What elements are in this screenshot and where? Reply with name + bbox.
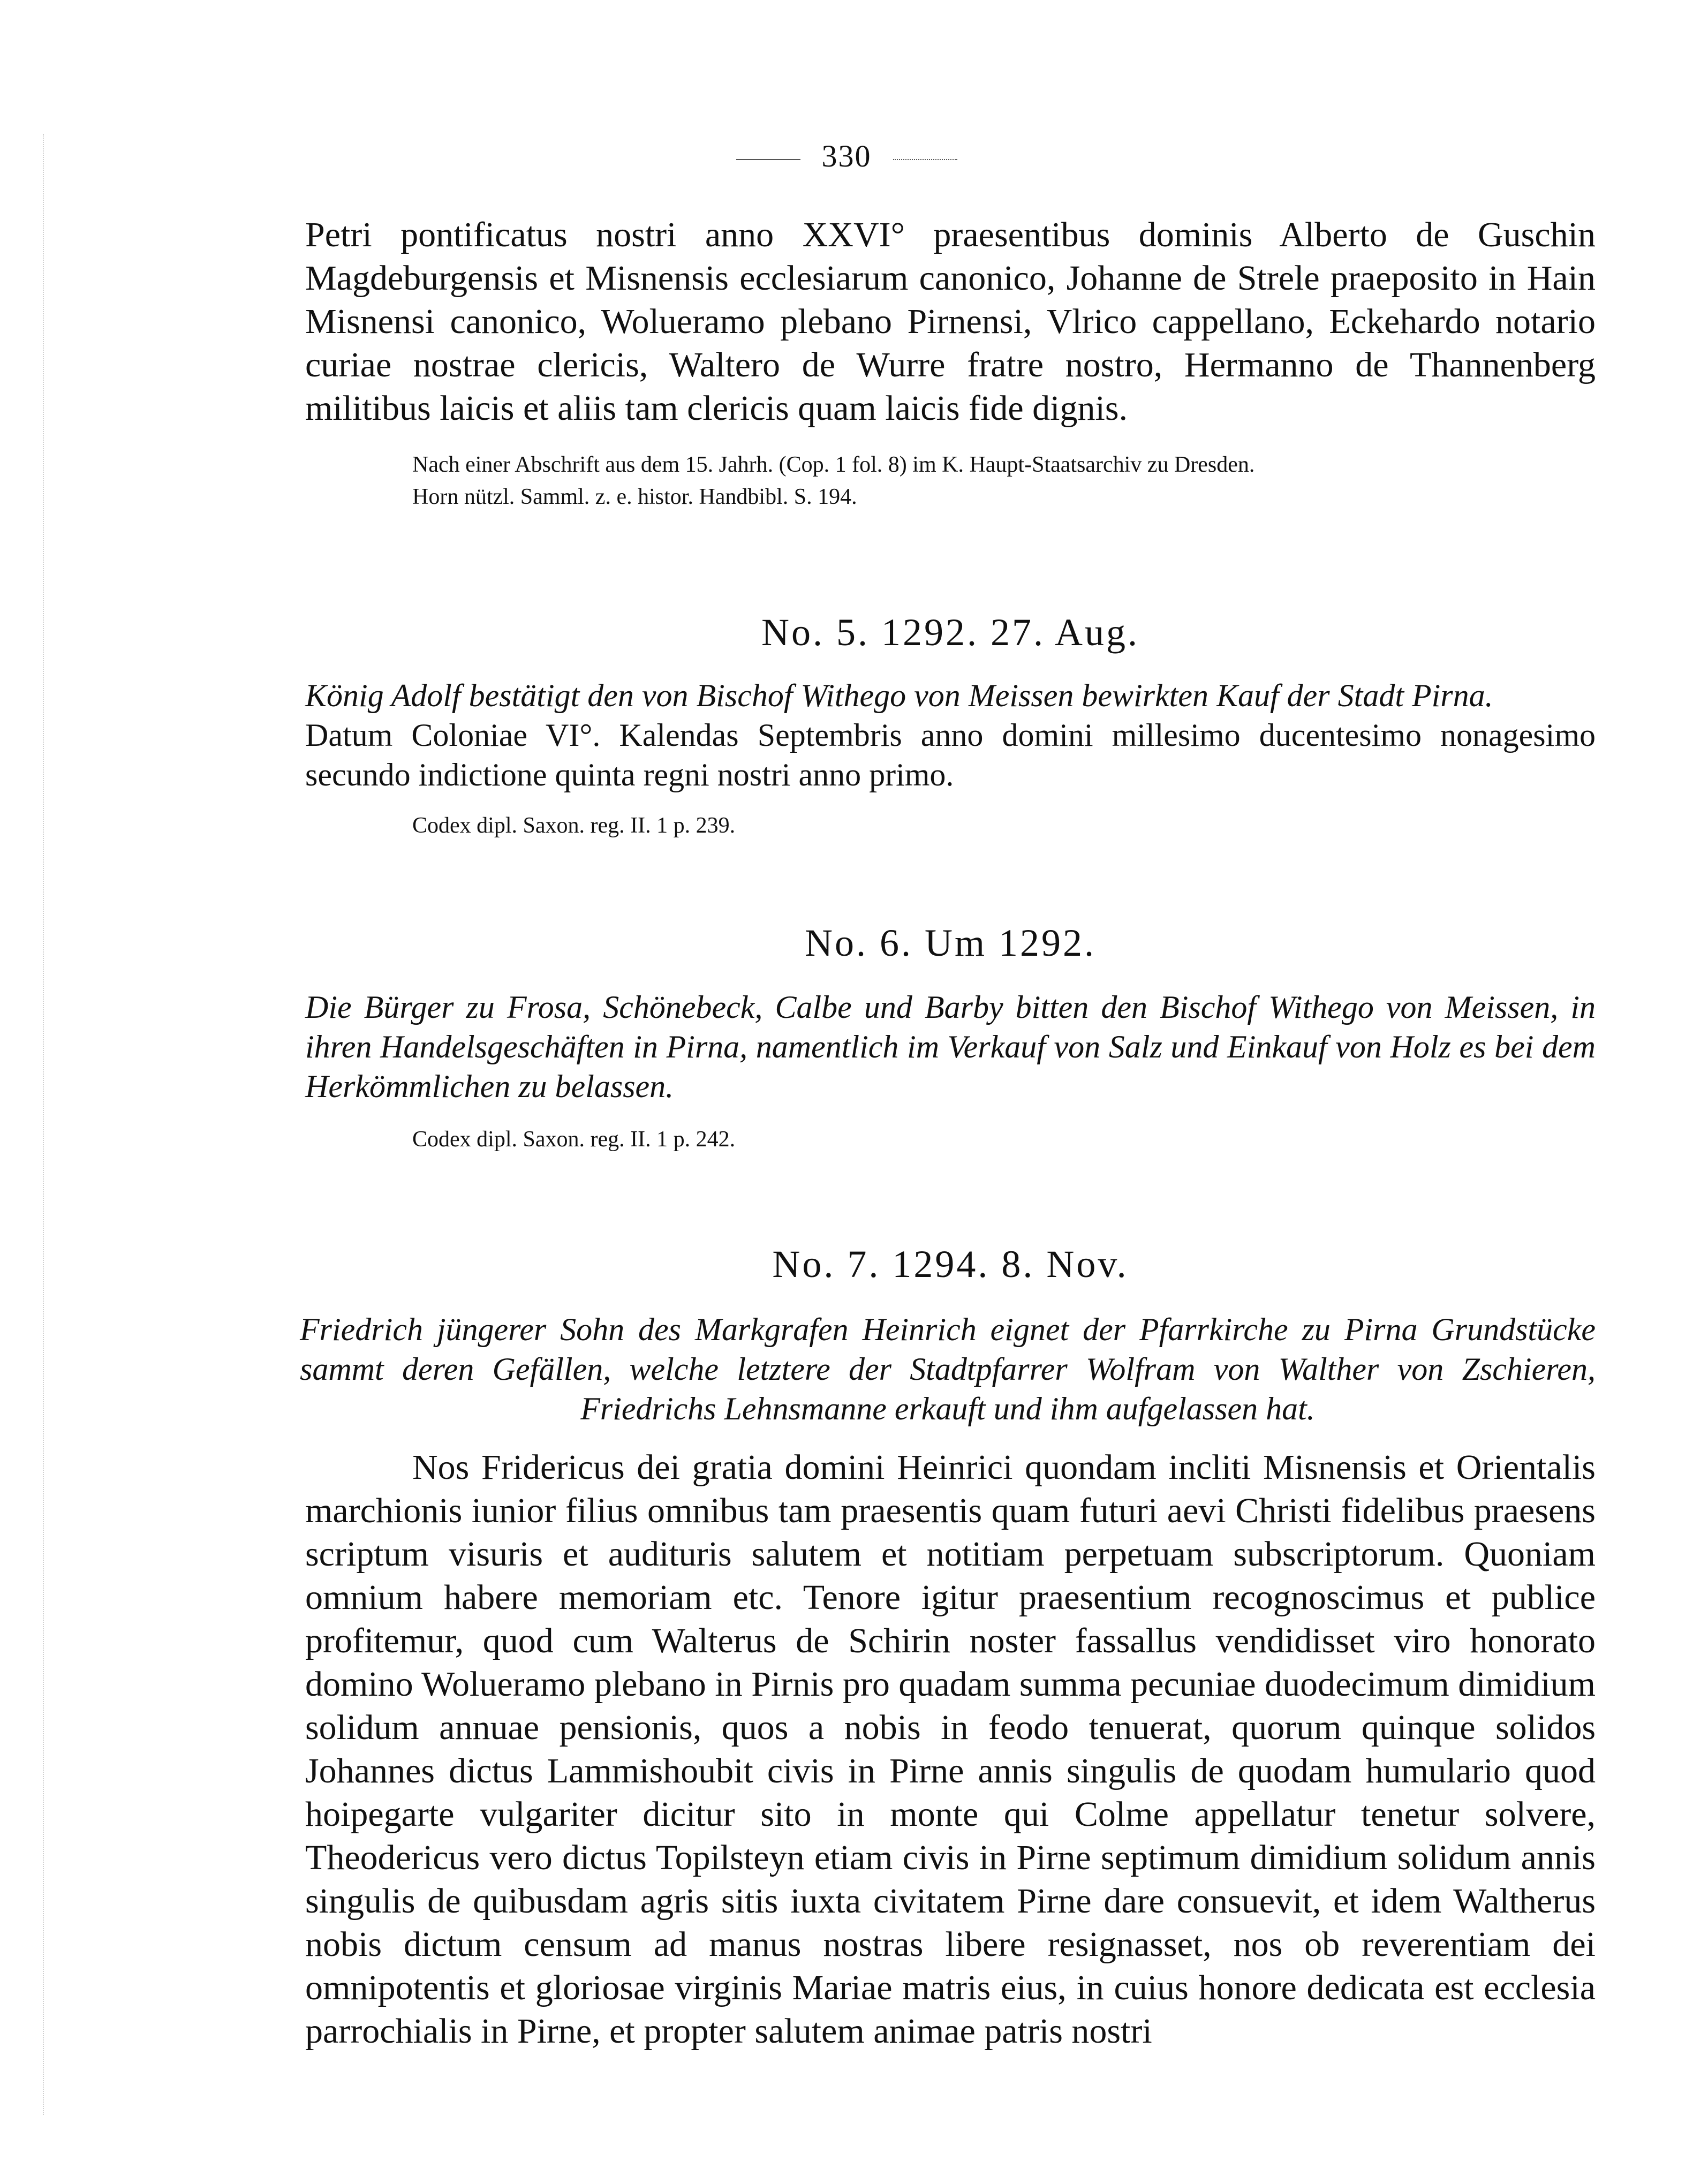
entry-regest: Die Bürger zu Frosa, Schönebeck, Calbe und Barby bitten den Bischof Withego von Meissen, in ihren Handelsgeschäften in Pirna, namentlich im Verkauf von Salz und Einkauf von Holz es bei dem Herkömmlichen zu belassen. (305, 989, 1596, 1104)
entry-heading: No. 7. 1294. 8. Nov. (772, 1243, 1129, 1286)
document-entry-7 (305, 1242, 1596, 1287)
page-number-line (0, 138, 1693, 174)
entry-datum: Datum Coloniae VI°. Kalendas Septembris anno domini millesimo ducentesimo nonagesimo secundo indictione quinta regni nostri anno primo. (305, 717, 1596, 792)
entry-5-regest-block (305, 676, 1596, 795)
entry-5-source (305, 810, 1596, 842)
entry-7-text-block (305, 1446, 1596, 2053)
source-line: Horn nützl. Samml. z. e. histor. Handbibl. S. 194. (412, 485, 857, 509)
entry-regest: Friedrich jüngerer Sohn des Markgrafen Heinrich eignet der Pfarrkirche zu Pirna Grundstücke sammt deren Gefällen, welche letztere der Stadtpfarrer Wolfram von Walther von Zschieren, Friedrichs Lehnsmanne erkauft und ihm aufgelassen hat. (300, 1312, 1596, 1426)
entry-6-source (305, 1123, 1596, 1155)
opening-block (305, 213, 1596, 430)
page-number-dash-right (893, 159, 957, 160)
entry-6-regest-block (305, 987, 1596, 1106)
source-line: Codex dipl. Saxon. reg. II. 1 p. 242. (412, 1127, 736, 1152)
entry-regest: König Adolf bestätigt den von Bischof Withego von Meissen bewirkten Kauf der Stadt Pirna. (305, 678, 1493, 713)
opening-sources (305, 449, 1596, 513)
page-number-dash-left (736, 159, 800, 160)
scan-margin-line (43, 134, 44, 2115)
entry-7-regest-block (300, 1310, 1596, 1429)
page-number: 330 (821, 139, 872, 173)
entry-heading: No. 6. Um 1292. (805, 921, 1096, 964)
source-line: Codex dipl. Saxon. reg. II. 1 p. 239. (412, 813, 736, 838)
entry-text: Nos Fridericus dei gratia domini Heinrici quondam incliti Misnensis et Orientalis marchionis iunior filius omnibus tam praesentis quam futuri aevi Christi fidelibus praesens scriptum visuris et audituris salutem et notitiam perpetuam subscriptorum. Quoniam omnium habere memoriam etc. Tenore igitur praesentium recognoscimus et publice profitemur, quod cum Walterus de Schirin noster fassallus vendidisset viro honorato domino Wolueramo plebano in Pirnis pro quadam summa pecuniae duodecimum dimidium solidum annuae pensionis, quos a nobis in feodo tenuerat, quorum quinque solidos Johannes dictus Lammishoubit civis in Pirne annis singulis de quodam humulario quod hoipegarte vulgariter dicitur sito in monte qui Colme appellatur tenetur solvere, Theodericus vero dictus Topilsteyn etiam civis in Pirne septimum dimidium solidum annis singulis de quibusdam agris sitis iuxta civitatem Pirne dare consuevit, et idem Waltherus nobis dictum censum ad manus nostras libere resignasset, nos ob reverentiam dei omnipotentis et gloriosae virginis Mariae matris eius, in cuius honore dedicata est ecclesia parrochialis in Pirne, et propter salutem animae patris nostri (305, 1448, 1596, 2051)
document-entry-5 (305, 610, 1596, 655)
source-line: Nach einer Abschrift aus dem 15. Jahrh. (Cop. 1 fol. 8) im K. Haupt-Staatsarchiv zu Dresden. (412, 452, 1255, 477)
document-entry-6 (305, 921, 1596, 965)
entry-heading: No. 5. 1292. 27. Aug. (761, 611, 1140, 654)
opening-paragraph: Petri pontificatus nostri anno XXVI° praesentibus dominis Alberto de Guschin Magdeburgensis et Misnensis ecclesiarum canonico, Johanne de Strele praeposito in Hain Misnensi canonico, Wolueramo plebano Pirnensi, Vlrico cappellano, Eckehardo notario curiae nostrae clericis, Waltero de Wurre fratre nostro, Hermanno de Thannenberg militibus laicis et aliis tam clericis quam laicis fide dignis. (305, 215, 1596, 428)
